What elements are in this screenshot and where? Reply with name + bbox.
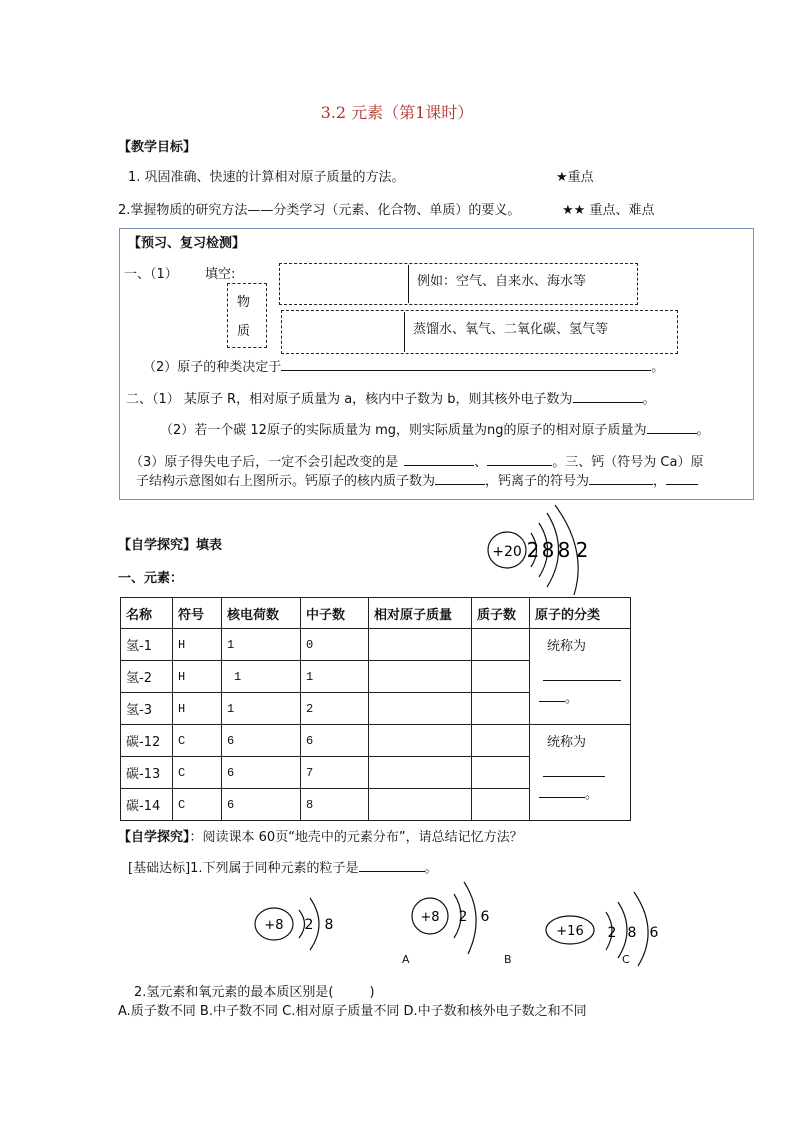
col-protons: 质子数 bbox=[472, 598, 530, 629]
table-row: 氢-2 H 1 1 bbox=[121, 661, 631, 693]
goal-2-tag: ★★ 重点、难点 bbox=[562, 203, 655, 218]
atom-b-nucleus: +8 bbox=[420, 910, 440, 925]
atom-c-arc-2 bbox=[618, 902, 627, 958]
col-charge: 核电荷数 bbox=[222, 598, 301, 629]
example-mixture: 例如：空气、自来水、海水等 bbox=[417, 274, 587, 289]
q3-line1: （3）原子得失电子后，一定不会引起改变的是 、 。三、钙（符号为 Ca）原 bbox=[130, 455, 704, 470]
table-row: 碳-14 C 6 8 bbox=[121, 789, 631, 821]
atom-b-shell-1: 2 bbox=[458, 909, 468, 925]
basic-q1-blank[interactable] bbox=[359, 859, 425, 872]
q2-2: （2）若一个碳 12原子的实际质量为 mg，则实际质量为ng的原子的相对原子质量为 。 bbox=[160, 423, 710, 438]
class-cell-h[interactable]: 统称为 。 bbox=[530, 629, 631, 725]
q3-blank-1[interactable] bbox=[404, 453, 474, 466]
class-cell-c[interactable]: 统称为 。 bbox=[530, 725, 631, 821]
goals-header: 【教学目标】 bbox=[118, 140, 197, 155]
q2-2-blank[interactable] bbox=[647, 421, 697, 434]
col-neutrons: 中子数 bbox=[301, 598, 369, 629]
calcium-structure-diagram bbox=[484, 505, 604, 600]
proton-cell[interactable] bbox=[472, 629, 530, 661]
q3-blank-5[interactable] bbox=[666, 472, 698, 485]
element-table bbox=[120, 597, 631, 821]
label-c: C bbox=[622, 953, 630, 966]
ca-nucleus: +20 bbox=[492, 544, 522, 560]
class2-blank-1[interactable] bbox=[543, 764, 605, 777]
col-class: 原子的分类 bbox=[530, 598, 631, 629]
atom-c-diagram[interactable] bbox=[544, 892, 674, 967]
explore-sub: 一、元素： bbox=[118, 571, 184, 586]
mass-cell[interactable] bbox=[369, 757, 472, 789]
atom-c-shell-3: 6 bbox=[649, 925, 659, 941]
atom-a-diagram[interactable] bbox=[254, 882, 374, 962]
atom-c-shell-1: 2 bbox=[607, 925, 617, 941]
q1-prefix: 一、（1） bbox=[124, 267, 178, 282]
explore2-line: 【自学探究】：阅读课本 60页“地壳中的元素分布”，请总结记忆方法？ bbox=[118, 830, 523, 845]
col-name: 名称 bbox=[121, 598, 173, 629]
ca-shell-3: 8 bbox=[557, 538, 571, 562]
basic-q1: [基础达标]1.下列属于同种元素的粒子是 。 bbox=[128, 861, 438, 876]
table-row: 氢-1 H 1 0 统称为 。 bbox=[121, 629, 631, 661]
explore-heading: 【自学探究】填表 bbox=[118, 538, 223, 553]
q1-fill: 填空: bbox=[205, 267, 236, 282]
ca-shell-2: 8 bbox=[541, 538, 555, 562]
preview-header: 【预习、复习检测】 bbox=[128, 236, 246, 251]
proton-cell[interactable] bbox=[472, 693, 530, 725]
atom-a-nucleus: +8 bbox=[264, 918, 284, 933]
table-row: 碳-13 C 6 7 bbox=[121, 757, 631, 789]
goal-1: 1. 巩固准确、快速的计算相对原子质量的方法。 bbox=[128, 170, 405, 185]
label-b: B bbox=[504, 953, 512, 966]
mass-cell[interactable] bbox=[369, 629, 472, 661]
ca-shell-4: 2 bbox=[575, 538, 589, 562]
proton-cell[interactable] bbox=[472, 757, 530, 789]
page-title: 3.2 元素（第1课时） bbox=[320, 103, 474, 122]
q3-blank-2[interactable] bbox=[487, 453, 552, 466]
q2-1-blank[interactable] bbox=[573, 390, 643, 403]
example-pure: 蒸馏水、氧气、二氧化碳、氢气等 bbox=[413, 322, 609, 337]
proton-cell[interactable] bbox=[472, 789, 530, 821]
pure-divider bbox=[404, 312, 405, 352]
table-row: 碳-12 C 6 6 统称为 。 bbox=[121, 725, 631, 757]
q2-1: 二、（1） 某原子 R，相对原子质量为 a，核内中子数为 b，则其核外电子数为 。 bbox=[126, 392, 656, 407]
table-row: 氢-3 H 1 2 bbox=[121, 693, 631, 725]
class1-blank-2[interactable] bbox=[539, 689, 565, 702]
q3-blank-4[interactable] bbox=[589, 472, 653, 485]
basic-q2: 2.氢元素和氧元素的最本质区别是( ) bbox=[134, 985, 375, 1000]
atom-b-diagram[interactable] bbox=[410, 876, 520, 961]
col-symbol: 符号 bbox=[173, 598, 222, 629]
mixture-divider bbox=[408, 265, 409, 303]
class1-blank-1[interactable] bbox=[543, 668, 621, 681]
mass-cell[interactable] bbox=[369, 789, 472, 821]
q3-blank-3[interactable] bbox=[435, 472, 485, 485]
mass-cell[interactable] bbox=[369, 693, 472, 725]
class2-blank-2[interactable] bbox=[539, 785, 585, 798]
atom-c-nucleus: +16 bbox=[556, 924, 584, 939]
goal-2: 2.掌握物质的研究方法——分类学习（元素、化合物、单质）的要义。 bbox=[118, 203, 521, 218]
matter-char-1: 物 bbox=[237, 295, 251, 310]
proton-cell[interactable] bbox=[472, 661, 530, 693]
label-a: A bbox=[402, 953, 410, 966]
mass-cell[interactable] bbox=[369, 661, 472, 693]
atom-c-shell-2: 8 bbox=[627, 925, 637, 941]
goal-1-tag: ★重点 bbox=[556, 170, 594, 185]
mass-cell[interactable] bbox=[369, 725, 472, 757]
atom-b-shell-2: 6 bbox=[480, 909, 490, 925]
table-header-row bbox=[121, 598, 631, 629]
ca-shell-1: 2 bbox=[526, 538, 540, 562]
atom-a-shell-2: 8 bbox=[324, 917, 334, 933]
q3-line2: 子结构示意图如右上图所示。钙原子的核内质子数为 ，钙离子的符号为 ， bbox=[136, 470, 698, 489]
col-mass: 相对原子质量 bbox=[369, 598, 472, 629]
basic-q2-options: A.质子数不同 B.中子数不同 C.相对原子质量不同 D.中子数和核外电子数之和不同 bbox=[118, 1004, 587, 1019]
q1-2: （2）原子的种类决定于 。 bbox=[143, 360, 665, 375]
atom-a-shell-1: 2 bbox=[304, 917, 314, 933]
q1-2-blank[interactable] bbox=[281, 358, 651, 371]
proton-cell[interactable] bbox=[472, 725, 530, 757]
matter-char-2: 质 bbox=[237, 324, 251, 339]
